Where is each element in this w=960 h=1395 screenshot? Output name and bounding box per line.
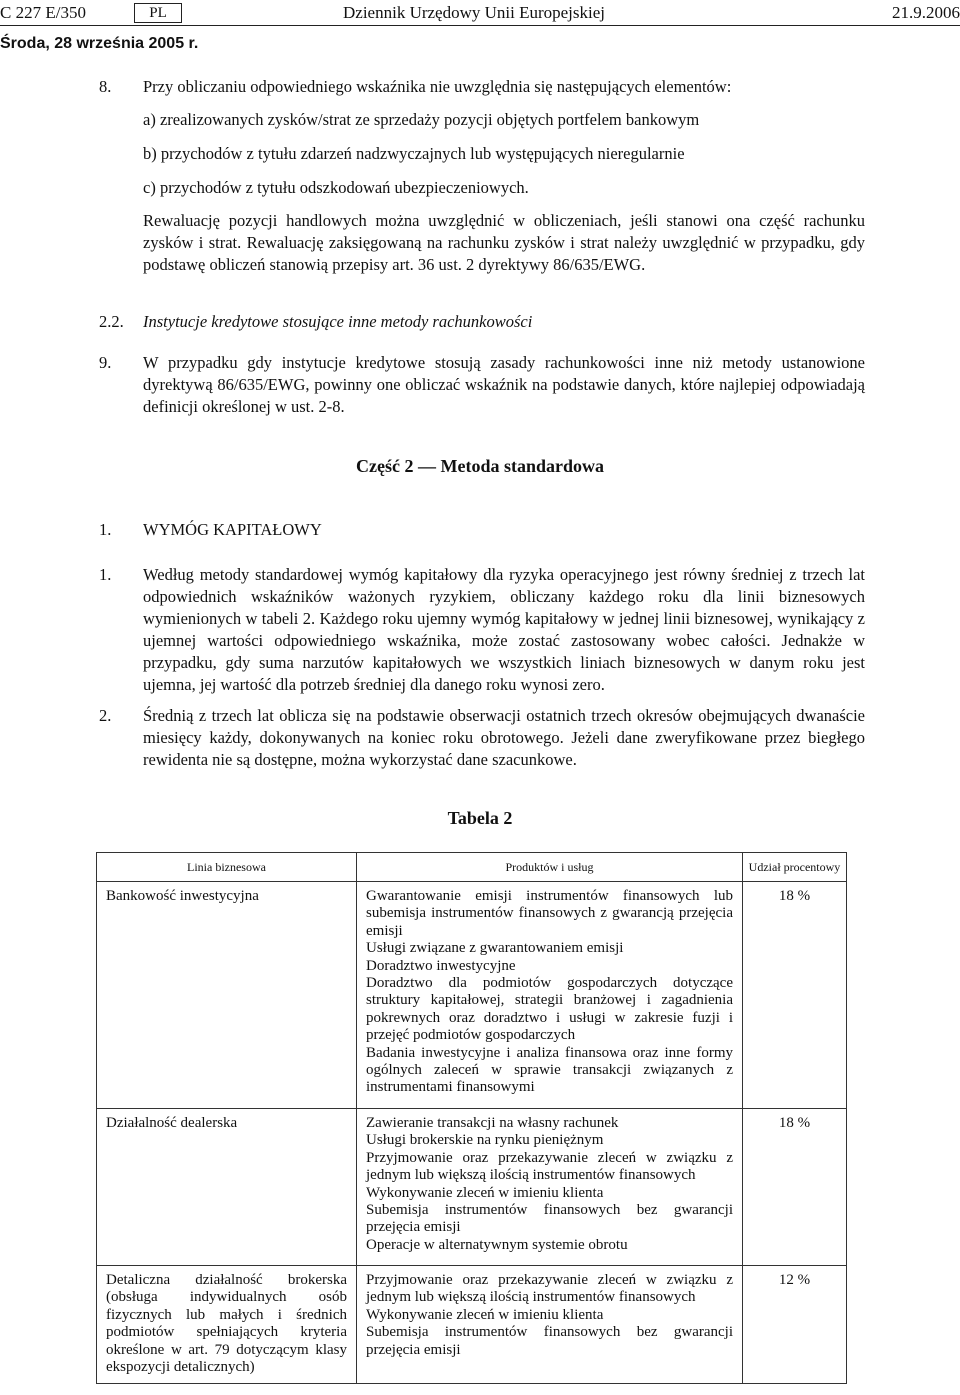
paragraph-2-number: 2. xyxy=(99,706,112,725)
journal-title: Dziennik Urzędowy Unii Europejskiej xyxy=(343,3,606,22)
product-item: Wykonywanie zleceń w imieniu klienta xyxy=(366,1184,604,1201)
table-row xyxy=(97,882,847,1109)
page-reference: C 227 E/350 xyxy=(0,3,86,22)
section-9-number: 9. xyxy=(99,353,112,372)
column-header-share: Udział procentowy xyxy=(743,853,847,882)
business-lines-table xyxy=(96,852,847,1384)
part-2-title: Część 2 — Metoda standardowa xyxy=(356,456,604,476)
section-2-2-number: 2.2. xyxy=(99,312,124,331)
requirement-number: 1. xyxy=(99,520,112,539)
product-item: Subemisja instrumentów finansowych bez gwarancji przejęcia emisji xyxy=(366,1324,733,1358)
session-date: Środa, 28 września 2005 r. xyxy=(0,35,199,52)
share-cell: 18 % xyxy=(743,1109,847,1266)
requirement-title: WYMÓG KAPITAŁOWY xyxy=(143,520,322,539)
products-cell xyxy=(357,1266,743,1384)
table-header-row xyxy=(97,853,847,882)
share-cell: 12 % xyxy=(743,1266,847,1384)
section-2-2-title: Instytucje kredytowe stosujące inne metody rachunkowości xyxy=(143,312,533,331)
section-8-item-a: a) zrealizowanych zysków/strat ze sprzedaży pozycji objętych portfelem bankowym xyxy=(143,110,700,129)
section-9-text: W przypadku gdy instytucje kredytowe stosują zasady rachunkowości inne niż metody ustanowione dyrektywą 86/635/EWG, powinny one obliczać wskaźnik na podstawie danych, które najlepiej odpowiadają definicji określonej w ust. 2-8. xyxy=(143,353,865,416)
product-item: Operacje w alternatywnym systemie obrotu xyxy=(366,1236,628,1253)
section-8-item-b: b) przychodów z tytułu zdarzeń nadzwyczajnych lub występujących nieregularnie xyxy=(143,144,685,163)
language-badge: PL xyxy=(134,3,182,23)
publication-date: 21.9.2006 xyxy=(892,3,960,22)
product-item: Zawieranie transakcji na własny rachunek xyxy=(366,1115,619,1131)
table-row xyxy=(97,1109,847,1266)
business-line-cell: Działalność dealerska xyxy=(97,1109,357,1266)
section-8-paragraph: Rewaluację pozycji handlowych można uwzględnić w obliczeniach, jeśli stanowi ona część rachunku zysków i strat. Rewaluację zaksięgowaną na rachunku zysków i strat należy uwzględnić w przypadku, gdy podstawę obliczeń stanowią przepisy art. 36 ust. 2 dyrektywy 86/635/EWG. xyxy=(143,211,865,274)
product-item: Usługi związane z gwarantowaniem emisji xyxy=(366,940,624,957)
column-header-business-line: Linia biznesowa xyxy=(97,853,357,882)
table-row xyxy=(97,1266,847,1384)
product-item: Doradztwo inwestycyjne xyxy=(366,957,516,974)
product-item: Subemisja instrumentów finansowych bez gwarancji przejęcia emisji xyxy=(366,1202,733,1236)
business-line-cell: Detaliczna działalność brokerska (obsługa indywidualnych osób fizycznych lub małych i średnich podmiotów spełniających kryteria określone w art. 79 dotyczącym klasy ekspozycji detalicznych) xyxy=(97,1266,357,1384)
business-line-cell: Bankowość inwestycyjna xyxy=(97,882,357,1109)
section-8-number: 8. xyxy=(99,77,112,96)
product-item: Przyjmowanie oraz przekazywanie zleceń w związku z jednym lub większą ilością instrumentów finansowych xyxy=(366,1149,733,1184)
section-8-item-c: c) przychodów z tytułu odszkodowań ubezpieczeniowych. xyxy=(143,178,529,197)
column-header-products: Produktów i usług xyxy=(357,853,743,882)
paragraph-1-text: Według metody standardowej wymóg kapitałowy dla ryzyka operacyjnego jest równy średniej z trzech lat odpowiednich wskaźników ważonych ryzykiem, obliczany każdego roku dla linii biznesowych wymienionych w tabeli 2. Każdego roku ujemny wymóg kapitałowy w jednej linii biznesowej, wynikający z ujemnej wartości odpowiedniego wskaźnika, może zostać zastosowany wobec całości. Jednakże w przypadku, gdy suma narzutów kapitałowych we wszystkich liniach biznesowych w danym roku jest ujemna, jej wartość dla potrzeb średniej dla danego roku wynosi zero. xyxy=(143,565,865,694)
section-8-intro: Przy obliczaniu odpowiedniego wskaźnika nie uwzględnia się następujących elementów: xyxy=(143,77,732,96)
paragraph-2-text: Średnią z trzech lat oblicza się na podstawie obserwacji ostatnich trzech okresów obejmujących dwanaście miesięcy każdy, dokonywanych na koniec roku obrotowego. Jeżeli dane zweryfikowane przez biegłego rewidenta nie są dostępne, można wykorzystać dane szacunkowe. xyxy=(143,706,865,769)
product-item: Przyjmowanie oraz przekazywanie zleceń w związku z jednym lub większą ilością instrumentów finansowych xyxy=(366,1272,733,1306)
paragraph-1-number: 1. xyxy=(99,565,112,584)
product-item: Badania inwestycyjne i analiza finansowa oraz inne formy ogólnych zaleceń w sprawie transakcji związanych z instrumentami finansowymi xyxy=(366,1044,733,1096)
header-divider xyxy=(0,25,960,26)
product-item: Gwarantowanie emisji instrumentów finansowych lub subemisja instrumentów finansowych z gwarancją przejęcia emisji xyxy=(366,888,733,939)
product-item: Wykonywanie zleceń w imieniu klienta xyxy=(366,1306,604,1323)
share-cell: 18 % xyxy=(743,882,847,1109)
products-cell xyxy=(357,1109,743,1266)
product-item: Usługi brokerskie na rynku pieniężnym xyxy=(366,1132,604,1149)
products-cell xyxy=(357,882,743,1109)
product-item: Doradztwo dla podmiotów gospodarczych dotyczące struktury kapitałowej, strategii branżowej i zagadnienia pokrewnych oraz doradztwo i usługi w zakresie fuzji i przejęć podmiotów gospodarczych xyxy=(366,975,733,1044)
table-title: Tabela 2 xyxy=(447,808,513,828)
